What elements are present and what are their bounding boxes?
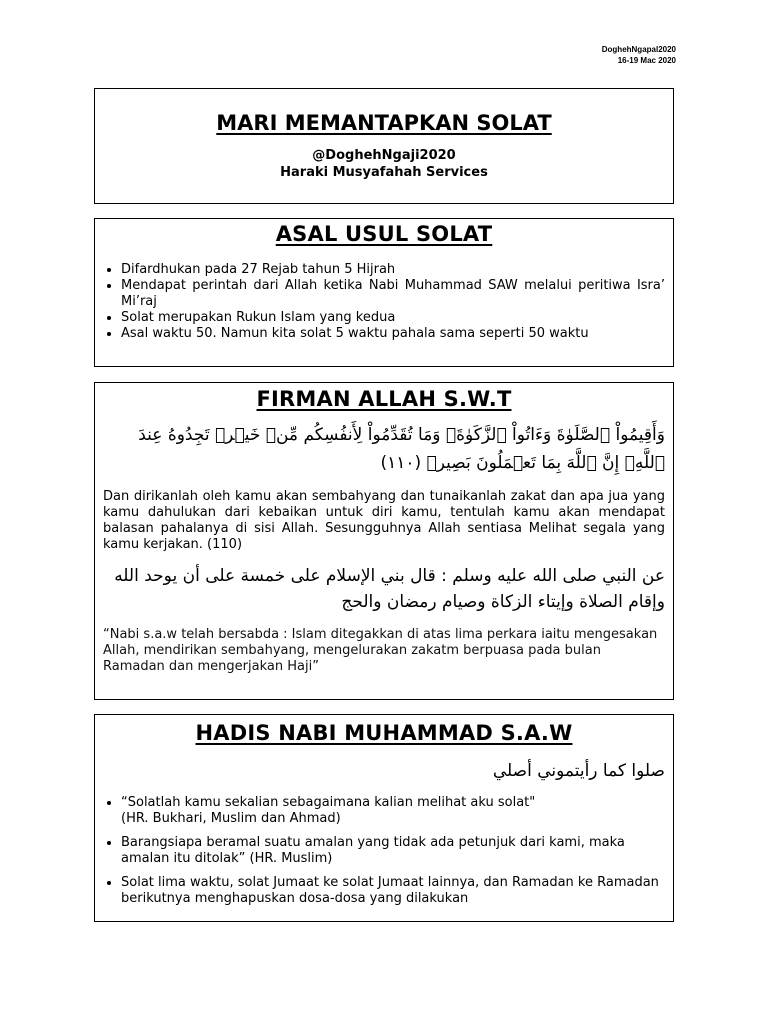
hadis-box — [94, 714, 674, 922]
hadis-heading: HADIS NABI MUHAMMAD S.A.W — [195, 721, 573, 745]
list-item: • Solat merupakan Rukun Islam yang kedua — [121, 310, 665, 326]
hadis-arabic: صلوا كما رأيتموني أصلي — [492, 761, 665, 781]
list-item: • Asal waktu 50. Namun kita solat 5 waktu pahala sama seperti 50 waktu — [121, 326, 665, 342]
hadith-arabic: عن النبي صلى الله عليه وسلم : قال بني الإسلام على خمسة على أن يوحد الله وإقام الصلاة وإيتاء الزكاة وصيام رمضان والحج — [114, 566, 665, 612]
hadis-ref: (HR. Bukhari, Muslim dan Ahmad) — [121, 811, 341, 826]
meta-author: DoghehNgapal2020 — [601, 45, 676, 54]
page-title: MARI MEMANTAPKAN SOLAT — [216, 111, 552, 135]
list-item: • Mendapat perintah dari Allah ketika Nabi Muhammad SAW melalui peritiwa Isra’ Mi’raj — [121, 278, 665, 310]
asal-usul-box — [94, 218, 674, 367]
hadith-translation: “Nabi s.a.w telah bersabda : Islam ditegakkan di atas lima perkara iaitu mengesakan Allah, mendirikan sembahyang, mengelurakan zakatm berpuasa pada bulan Ramadan dan mengerjakan Haji” — [103, 627, 658, 674]
list-item: • Difardhukan pada 27 Rejab tahun 5 Hijrah — [121, 262, 665, 278]
meta-date: 16-19 Mac 2020 — [617, 56, 676, 65]
hadis-list — [103, 795, 665, 907]
title-box — [94, 88, 674, 204]
hadis-text: Solat lima waktu, solat Jumaat ke solat Jumaat lainnya, dan Ramadan ke Ramadan berikutnya menghapuskan dosa-dosa yang dilakukan — [121, 875, 659, 906]
org-text: Haraki Musyafahah Services — [280, 165, 488, 180]
asal-usul-heading: ASAL USUL SOLAT — [275, 222, 493, 246]
document-meta — [602, 44, 676, 66]
quran-verse-translation: Dan dirikanlah oleh kamu akan sembahyang dan tunaikanlah zakat dan apa jua yang kamu dahulukan dari kebaikan untuk diri kamu, tentulah kamu akan mendapat balasan pahalanya di sisi Allah. Sesungguhnya Allah sentiasa Melihat segala yang kamu kerjakan. (110) — [103, 489, 665, 552]
asal-usul-list — [103, 262, 665, 342]
list-item — [121, 875, 665, 907]
quran-verse-arabic: وَأَقِيمُواْ ٱلصَّلَوٰةَ وَءَاتُواْ ٱلزَّكَوٰةَۚ وَمَا تُقَدِّمُواْ لِأَنفُسِكُم مِّنۡ خَيۡرٖ تَجِدُوهُ عِندَ ٱللَّهِۗ إِنَّ ٱللَّهَ بِمَا تَعۡمَلُونَ بَصِيرٞ (١١٠) — [138, 425, 665, 473]
firman-box — [94, 382, 674, 700]
list-item — [121, 795, 665, 827]
hadis-text: “Solatlah kamu sekalian sebagaimana kalian melihat aku solat" — [121, 795, 536, 810]
handle-text: @DoghehNgaji2020 — [312, 148, 456, 163]
hadis-text: Barangsiapa beramal suatu amalan yang tidak ada petunjuk dari kami, maka amalan itu ditolak” (HR. Muslim) — [121, 835, 625, 866]
list-item — [121, 835, 665, 867]
firman-heading: FIRMAN ALLAH S.W.T — [256, 387, 512, 411]
